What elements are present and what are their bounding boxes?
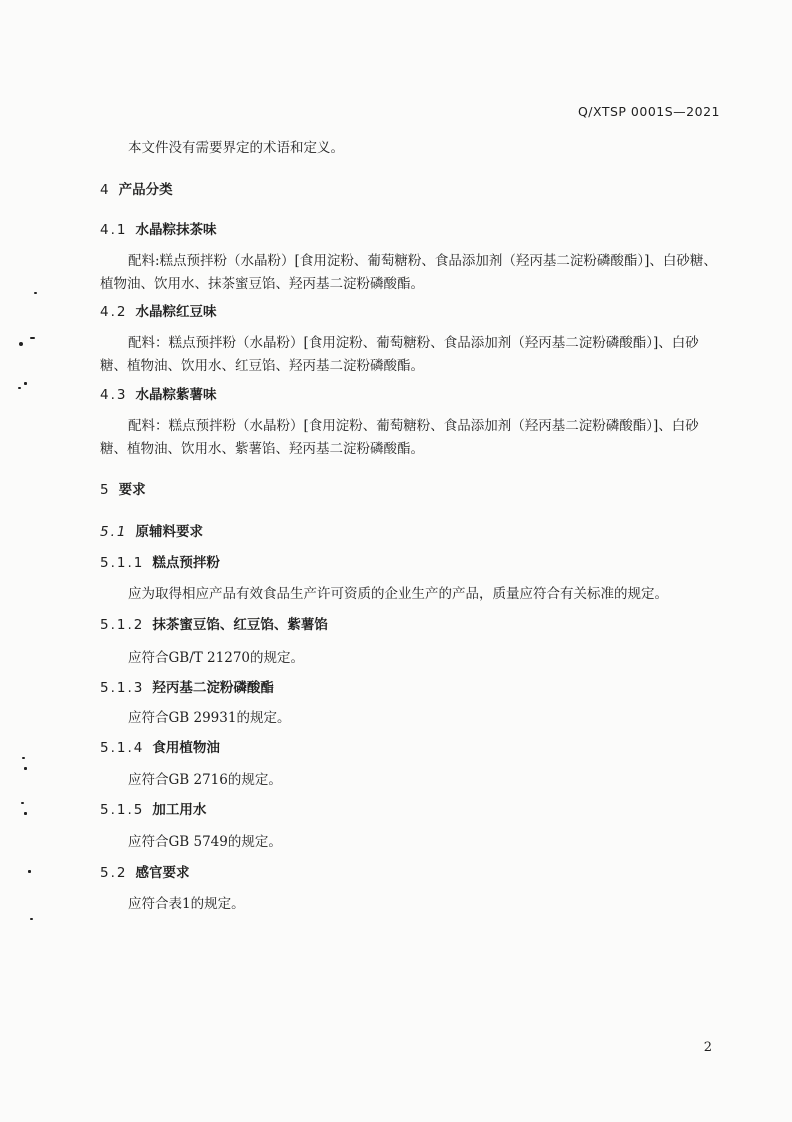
- section-title: 感官要求: [135, 865, 190, 881]
- section-5-2-heading: [100, 863, 189, 883]
- scan-speck: [34, 292, 37, 294]
- scan-speck: [24, 382, 27, 385]
- section-number: 4.1: [100, 222, 128, 238]
- section-5-1-4-text: 应符合GB 2716的规定。: [128, 772, 282, 788]
- section-5-1-3-text: 应符合GB 29931的规定。: [128, 710, 291, 726]
- section-5-1-1-text: 应为取得相应产品有效食品生产许可资质的企业生产的产品，质量应符合有关标准的规定。: [128, 586, 668, 602]
- section-title: 产品分类: [118, 182, 173, 198]
- section-number: 5.1: [100, 524, 128, 540]
- section-title: 羟丙基二淀粉磷酸酯: [152, 680, 274, 696]
- section-5-1-2-heading: [100, 615, 328, 635]
- section-4-3-text: 配料：糕点预拌粉（水晶粉）[食用淀粉、葡萄糖粉、食品添加剂（羟丙基二淀粉磷酸酯）]、白砂糖、植物油、饮用水、紫薯馅、羟丙基二淀粉磷酸酯。: [100, 418, 699, 457]
- section-title: 水晶粽紫薯味: [135, 387, 217, 403]
- section-4-2-heading: [100, 302, 216, 322]
- section-5-2-text: 应符合表1的规定。: [128, 896, 245, 912]
- scan-speck: [30, 337, 35, 339]
- section-title: 水晶粽抹茶味: [135, 222, 217, 238]
- section-5-1-4-heading: [100, 738, 220, 758]
- section-title: 加工用水: [152, 802, 207, 818]
- section-title: 抹茶蜜豆馅、红豆馅、紫薯馅: [152, 617, 328, 633]
- section-title: 原辅料要求: [135, 524, 203, 540]
- section-5-1-1-heading: [100, 553, 220, 573]
- section-5-1-2-text: 应符合GB/T 21270的规定。: [128, 650, 304, 666]
- section-title: 水晶粽红豆味: [135, 304, 217, 320]
- section-number: 5.1.2: [100, 617, 145, 633]
- scan-speck: [19, 342, 23, 346]
- section-number: 5.1.5: [100, 802, 145, 818]
- section-5-heading: [100, 480, 146, 500]
- section-title: 食用植物油: [152, 740, 220, 756]
- section-4-3-heading: [100, 385, 216, 405]
- scan-speck: [18, 387, 21, 389]
- intro-text: 本文件没有需要界定的术语和定义。: [128, 140, 344, 156]
- scan-speck: [24, 767, 27, 770]
- section-4-1-text: 配料:糕点预拌粉（水晶粉）[食用淀粉、葡萄糖粉、食品添加剂（羟丙基二淀粉磷酸酯）]、白砂糖、植物油、饮用水、抹茶蜜豆馅、羟丙基二淀粉磷酸酯。: [100, 253, 717, 292]
- section-number: 4.3: [100, 387, 128, 403]
- section-5-1-5-heading: [100, 800, 206, 820]
- section-number: 5.1.3: [100, 680, 145, 696]
- document-code: Q/XTSP 0001S—2021: [577, 104, 720, 119]
- section-5-1-5-text: 应符合GB 5749的规定。: [128, 834, 282, 850]
- page-number: 2: [703, 1040, 712, 1055]
- section-number: 4: [100, 182, 111, 198]
- section-4-1-heading: [100, 220, 216, 240]
- scan-speck: [22, 757, 25, 759]
- scan-speck: [24, 812, 27, 815]
- scan-speck: [28, 870, 31, 873]
- section-5-1-3-heading: [100, 678, 274, 698]
- scan-speck: [30, 918, 33, 920]
- section-number: 5.1.1: [100, 555, 145, 571]
- section-number: 5.1.4: [100, 740, 145, 756]
- section-number: 5: [100, 482, 111, 498]
- section-number: 5.2: [100, 865, 128, 881]
- section-title: 要求: [118, 482, 146, 498]
- section-title: 糕点预拌粉: [152, 555, 220, 571]
- section-4-2-text: 配料：糕点预拌粉（水晶粉）[食用淀粉、葡萄糖粉、食品添加剂（羟丙基二淀粉磷酸酯）]、白砂糖、植物油、饮用水、红豆馅、羟丙基二淀粉磷酸酯。: [100, 335, 699, 374]
- section-number: 4.2: [100, 304, 128, 320]
- section-4-heading: [100, 180, 173, 200]
- scan-speck: [21, 802, 24, 804]
- section-5-1-heading: [100, 522, 203, 542]
